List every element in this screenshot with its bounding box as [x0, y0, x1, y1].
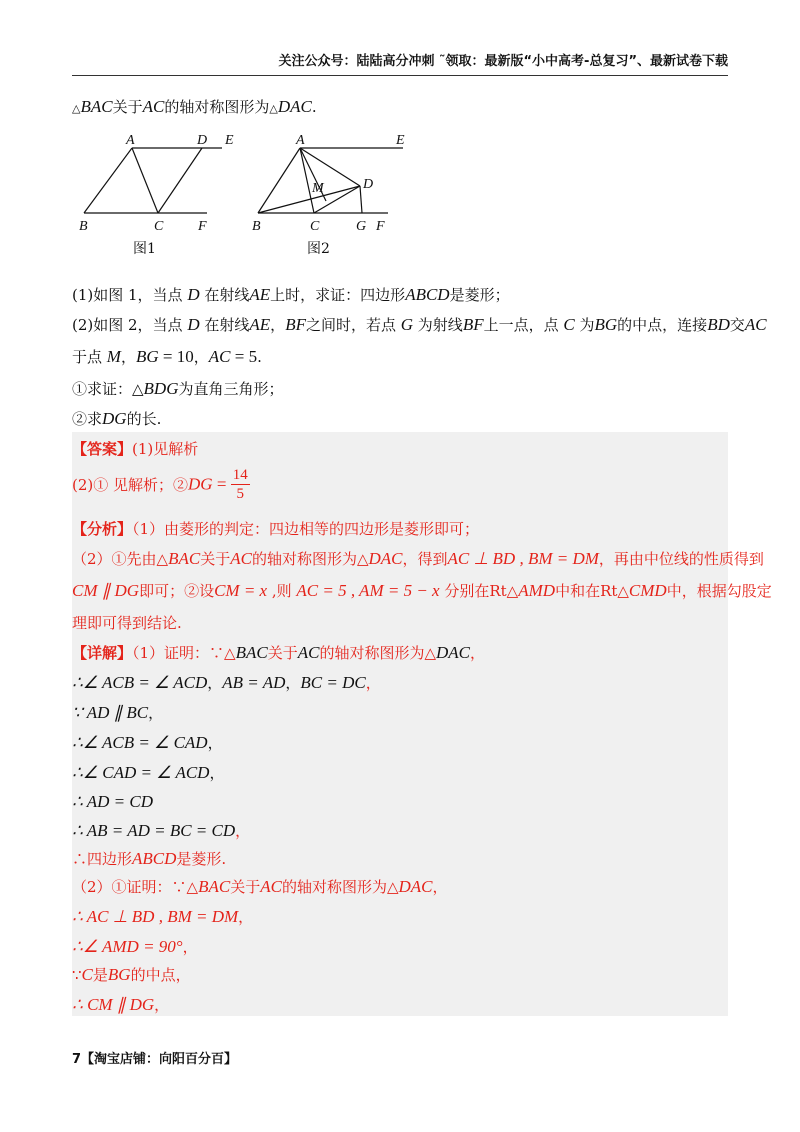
- detail-line-3: ∵ AD ∥ BC，: [72, 703, 164, 722]
- analysis-line-2: （2）①先由△BAC关于AC的轴对称图形为△DAC，得到AC ⊥ BD , BM = DM，再由中位线的性质得到: [72, 549, 764, 568]
- fig2-label-b: B: [252, 219, 261, 234]
- figure-2-caption: 图2: [307, 241, 330, 257]
- page-footer: 7【淘宝店铺：向阳百分百】: [72, 1052, 238, 1067]
- detail-line-13: ∴ CM ∥ DG，: [72, 995, 170, 1014]
- detail-line-10: ∴ AC ⊥ BD , BM = DM，: [72, 907, 254, 926]
- detail-line-1: 【详解】（1）证明：∵△BAC关于AC的轴对称图形为△DAC，: [72, 643, 486, 662]
- fig2-label-a: A: [296, 133, 305, 148]
- question-2-part-2: ②求DG的长.: [72, 409, 162, 428]
- detail-line-2: ∴∠ ACB = ∠ ACD，AB = AD，BC = DC，: [72, 673, 381, 692]
- detail-line-5: ∴∠ CAD = ∠ ACD，: [72, 763, 225, 782]
- figure-1-caption: 图1: [133, 241, 156, 257]
- detail-line-7: ∴ AB = AD = BC = CD，: [72, 821, 251, 840]
- fig2-label-f: F: [376, 219, 385, 234]
- question-1: (1)如图 1，当点 D 在射线AE上时，求证：四边形ABCD是菱形；: [72, 285, 510, 304]
- question-2-part-1: ①求证：△BDG为直角三角形；: [72, 379, 284, 398]
- fig2-label-e: E: [396, 133, 405, 148]
- answer-line-2: (2)① 见解析；②DG = $\frac{14}{5}$: [72, 467, 248, 502]
- analysis-line-4: 理即可得到结论.: [72, 614, 182, 632]
- fig1-label-a: A: [126, 133, 135, 148]
- detail-line-6: ∴ AD = CD: [72, 792, 154, 811]
- figure-2: [248, 128, 418, 258]
- question-2-line-1: (2)如图 2，当点 D 在射线AE，BF之间时，若点 G 为射线BF上一点，点 C 为BG的中点，连接BD交AC: [72, 315, 767, 334]
- answer-line-1: 【答案】(1)见解析: [72, 440, 199, 458]
- analysis-line-1: 【分析】（1）由菱形的判定：四边相等的四边形是菱形即可；: [72, 520, 480, 538]
- fig2-label-m: M: [312, 181, 324, 196]
- fig2-label-d: D: [363, 177, 374, 192]
- page-header: 关注公众号：陆陆高分冲刺 ˜领取：最新版“小中高考-总复习”、最新试卷下载: [72, 50, 728, 76]
- detail-line-11: ∴∠ AMD = 90°，: [72, 937, 198, 956]
- fig1-label-f: F: [198, 219, 207, 234]
- fig1-label-e: E: [225, 133, 234, 148]
- detail-line-12: ∵C是BG的中点，: [72, 965, 191, 984]
- fig1-label-d: D: [197, 133, 208, 148]
- figure-1: [72, 128, 252, 258]
- fig1-label-c: C: [154, 219, 164, 234]
- fig2-label-g: G: [356, 219, 367, 234]
- dg-fraction: $\frac{14}{5}$: [232, 467, 248, 502]
- analysis-line-3: CM ∥ DG即可；②设CM = x ,则 AC = 5 , AM = 5 − x 分别在Rt△AMD中和在Rt△CMD中，根据勾股定: [72, 581, 772, 600]
- detail-line-9: （2）①证明：∵△BAC关于AC的轴对称图形为△DAC，: [72, 877, 448, 896]
- fig2-label-c: C: [310, 219, 320, 234]
- question-2-line-2: 于点 M，BG = 10，AC = 5.: [72, 347, 262, 366]
- detail-line-4: ∴∠ ACB = ∠ CAD，: [72, 733, 223, 752]
- fig1-label-b: B: [79, 219, 88, 234]
- detail-line-8: ∴四边形ABCD是菱形.: [72, 849, 227, 868]
- intro-line: △BAC关于AC的轴对称图形为△DAC.: [72, 97, 317, 116]
